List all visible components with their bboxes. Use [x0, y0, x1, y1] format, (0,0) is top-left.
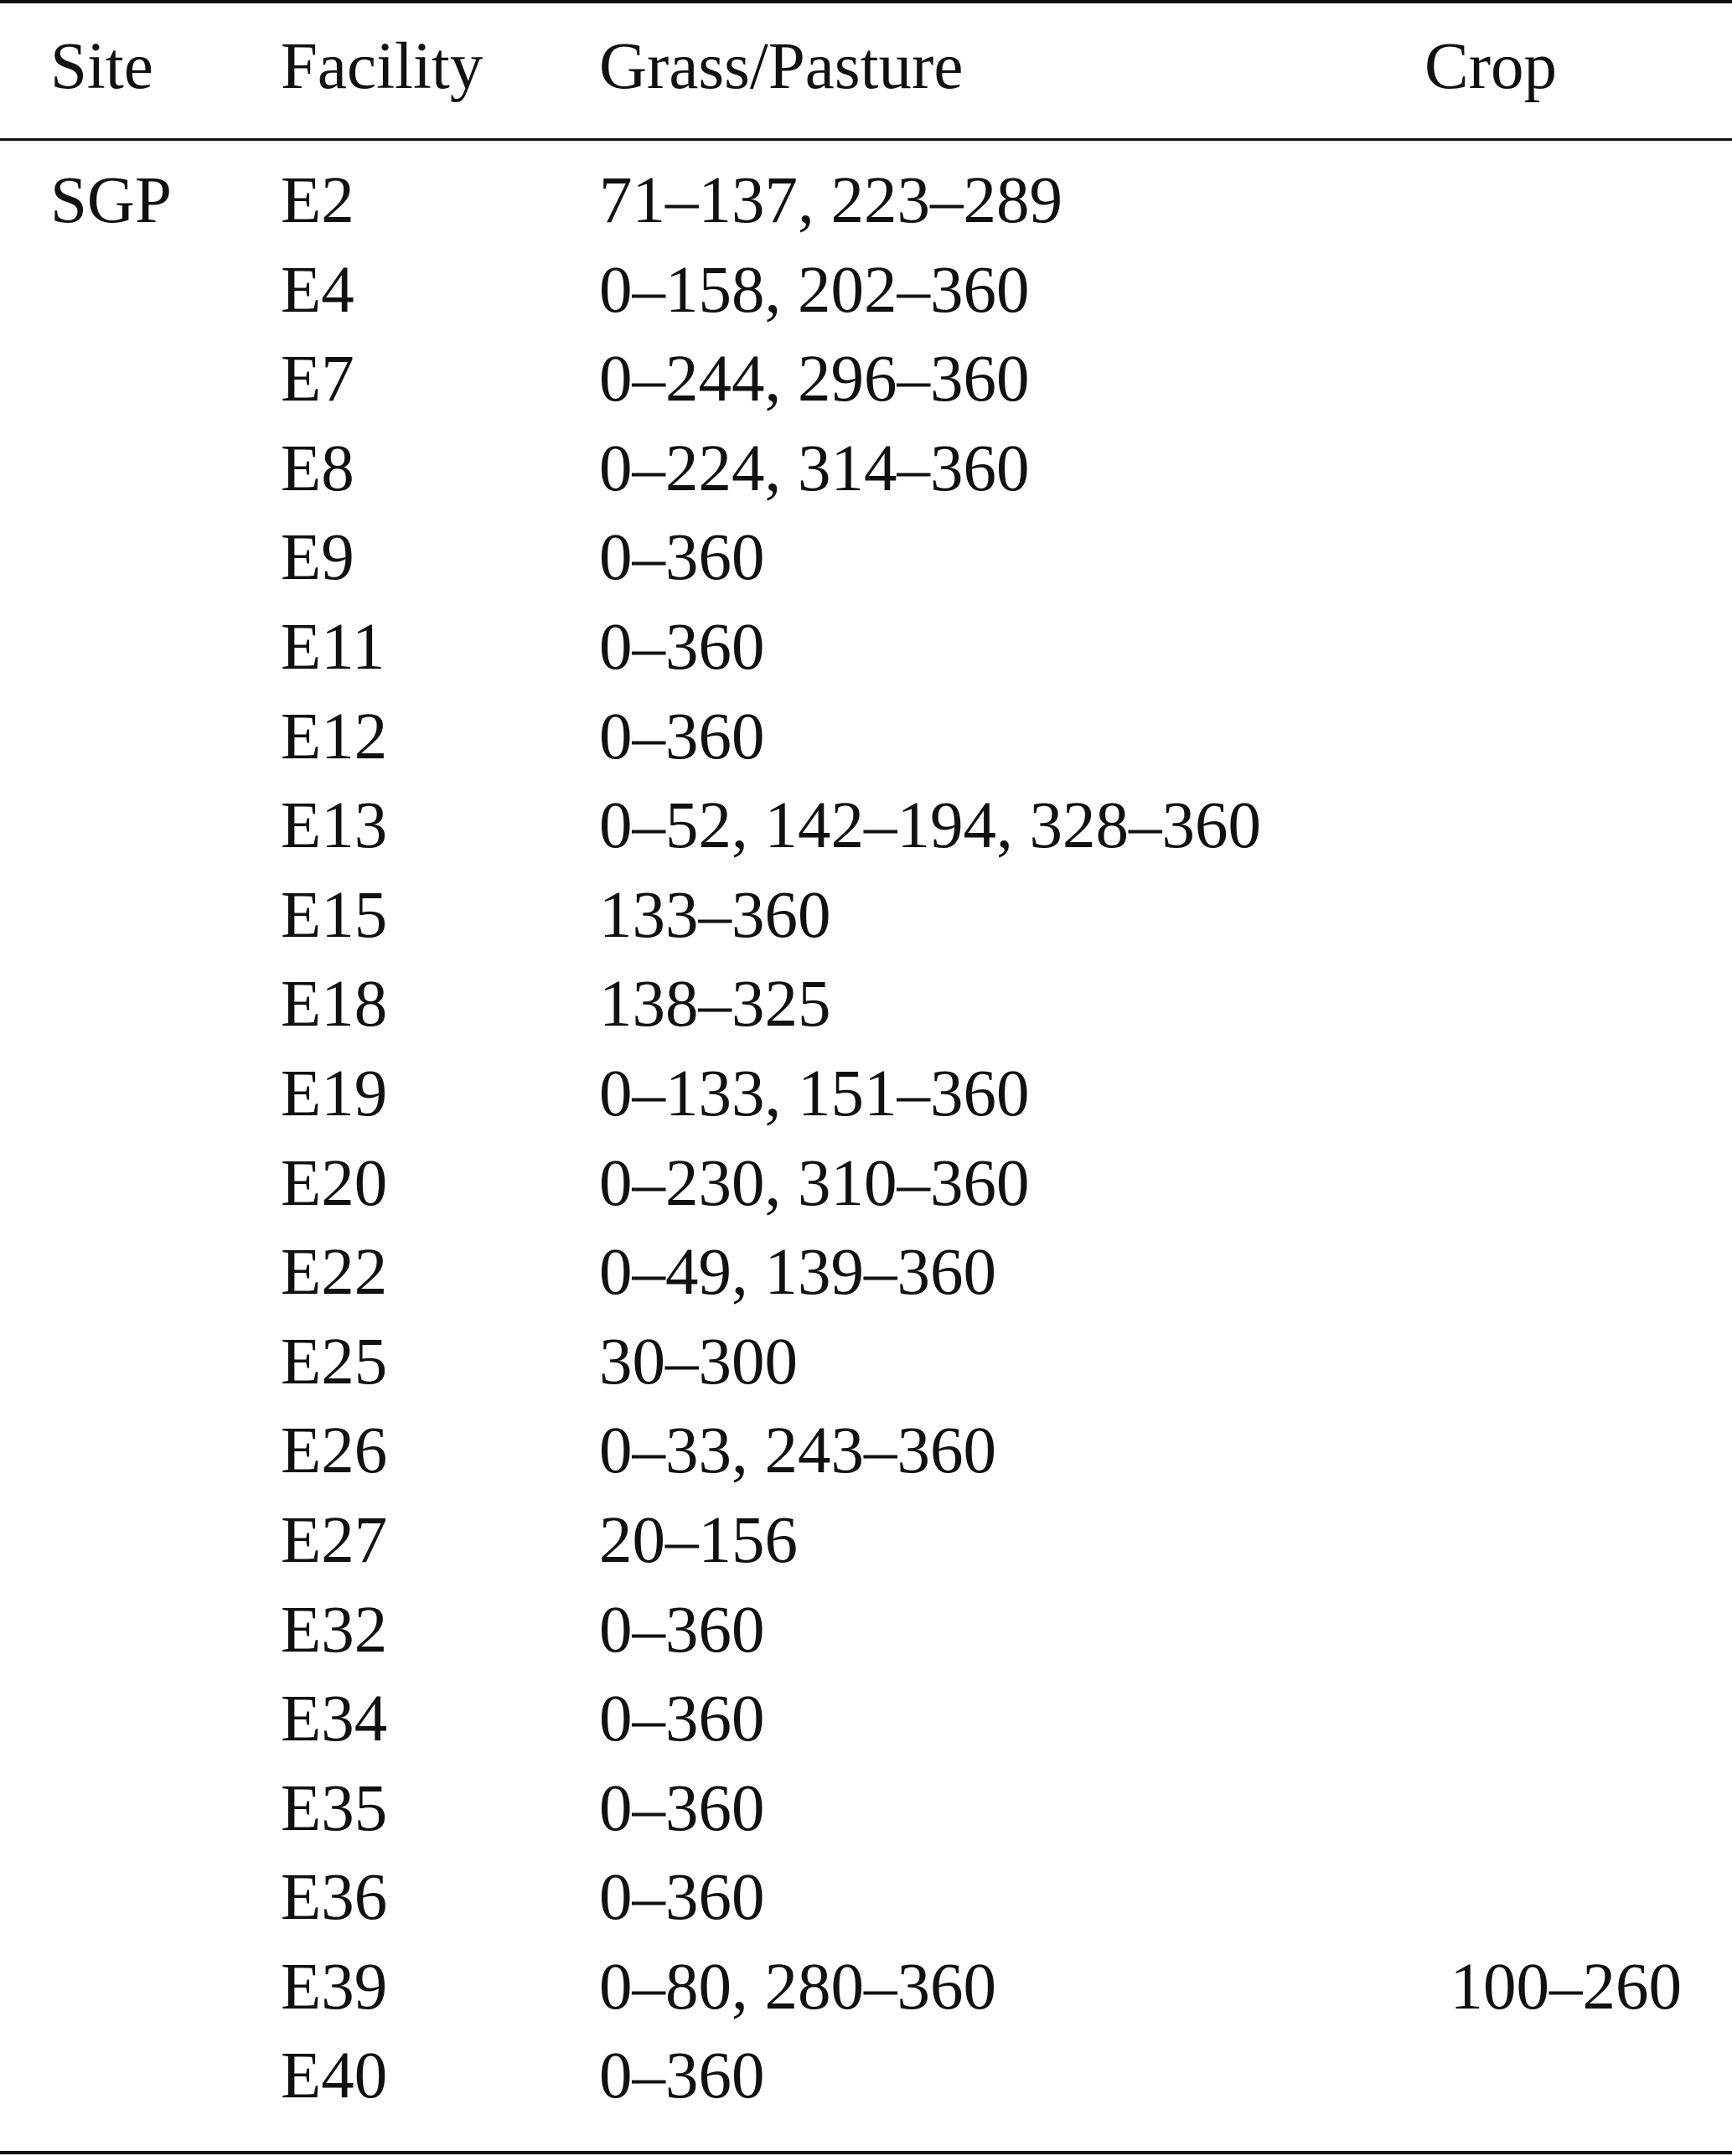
table-row: [0, 1950, 1732, 2044]
cell-facility: E34: [281, 1683, 388, 1756]
cell-facility: E22: [281, 1236, 388, 1310]
cell-facility: E12: [281, 700, 388, 773]
cell-facility: E11: [281, 610, 385, 684]
header-crop: Crop: [1424, 30, 1557, 103]
cell-site: SGP: [50, 164, 172, 237]
cell-grass-pasture: 0–49, 139–360: [599, 1236, 996, 1310]
table-row: [0, 1503, 1732, 1597]
table-row: [0, 1683, 1732, 1776]
table-row: [0, 1771, 1732, 1865]
cell-facility: E4: [281, 253, 354, 327]
header-grass-pasture: Grass/Pasture: [599, 30, 964, 103]
cell-grass-pasture: 0–360: [599, 1683, 765, 1756]
cell-facility: E39: [281, 1950, 388, 2024]
cell-grass-pasture: 0–360: [599, 1593, 765, 1667]
cell-grass-pasture: 30–300: [599, 1325, 798, 1399]
cell-facility: E8: [281, 432, 354, 505]
cell-grass-pasture: 0–360: [599, 610, 765, 684]
header-site: Site: [50, 30, 153, 103]
cell-grass-pasture: 133–360: [599, 878, 831, 952]
cell-facility: E15: [281, 878, 388, 952]
cell-grass-pasture: 0–360: [599, 2040, 765, 2113]
cell-facility: E20: [281, 1146, 388, 1220]
cell-facility: E19: [281, 1057, 388, 1130]
cell-grass-pasture: 71–137, 223–289: [599, 164, 1062, 237]
cell-facility: E32: [281, 1593, 388, 1667]
cell-grass-pasture: 138–325: [599, 968, 831, 1042]
cell-facility: E13: [281, 789, 388, 863]
cell-facility: E7: [281, 343, 354, 416]
cell-facility: E36: [281, 1861, 388, 1935]
table-row: [0, 1593, 1732, 1687]
cell-grass-pasture: 0–80, 280–360: [599, 1950, 996, 2024]
table-row: [0, 1414, 1732, 1507]
table-row: [0, 700, 1732, 794]
cell-facility: E2: [281, 164, 354, 237]
cell-facility: E40: [281, 2040, 388, 2113]
cell-grass-pasture: 0–33, 243–360: [599, 1414, 996, 1488]
table-row: [0, 1325, 1732, 1419]
cell-grass-pasture: 0–360: [599, 1861, 765, 1935]
table-row: [0, 1146, 1732, 1240]
cell-grass-pasture: 20–156: [599, 1503, 798, 1577]
cell-grass-pasture: 0–158, 202–360: [599, 253, 1030, 327]
table-header-rule: [0, 138, 1732, 141]
table-row: [0, 521, 1732, 614]
header-facility: Facility: [281, 30, 483, 103]
table-row: [0, 2040, 1732, 2133]
table-body: [0, 164, 1732, 2133]
table-row: [0, 164, 1732, 257]
cell-crop: 100–260: [1450, 1950, 1682, 2024]
cell-facility: E35: [281, 1771, 388, 1845]
cell-facility: E27: [281, 1503, 388, 1577]
table-row: [0, 789, 1732, 882]
cell-grass-pasture: 0–360: [599, 1771, 765, 1845]
cell-facility: E9: [281, 521, 354, 595]
cell-facility: E26: [281, 1414, 388, 1488]
table-row: [0, 343, 1732, 436]
cell-grass-pasture: 0–360: [599, 521, 765, 595]
table-row: [0, 253, 1732, 347]
table-top-rule: [0, 0, 1732, 3]
cell-grass-pasture: 0–133, 151–360: [599, 1057, 1030, 1130]
cell-grass-pasture: 0–52, 142–194, 328–360: [599, 789, 1261, 863]
table-row: [0, 878, 1732, 972]
table-row: [0, 432, 1732, 525]
cell-grass-pasture: 0–244, 296–360: [599, 343, 1030, 416]
table-row: [0, 1057, 1732, 1150]
table-row: [0, 610, 1732, 704]
cell-grass-pasture: 0–360: [599, 700, 765, 773]
cell-facility: E18: [281, 968, 388, 1042]
table-row: [0, 1861, 1732, 1954]
cell-grass-pasture: 0–224, 314–360: [599, 432, 1030, 505]
table-row: [0, 968, 1732, 1061]
table-bottom-rule: [0, 2151, 1732, 2154]
cell-grass-pasture: 0–230, 310–360: [599, 1146, 1030, 1220]
cell-facility: E25: [281, 1325, 388, 1399]
table-row: [0, 1236, 1732, 1329]
